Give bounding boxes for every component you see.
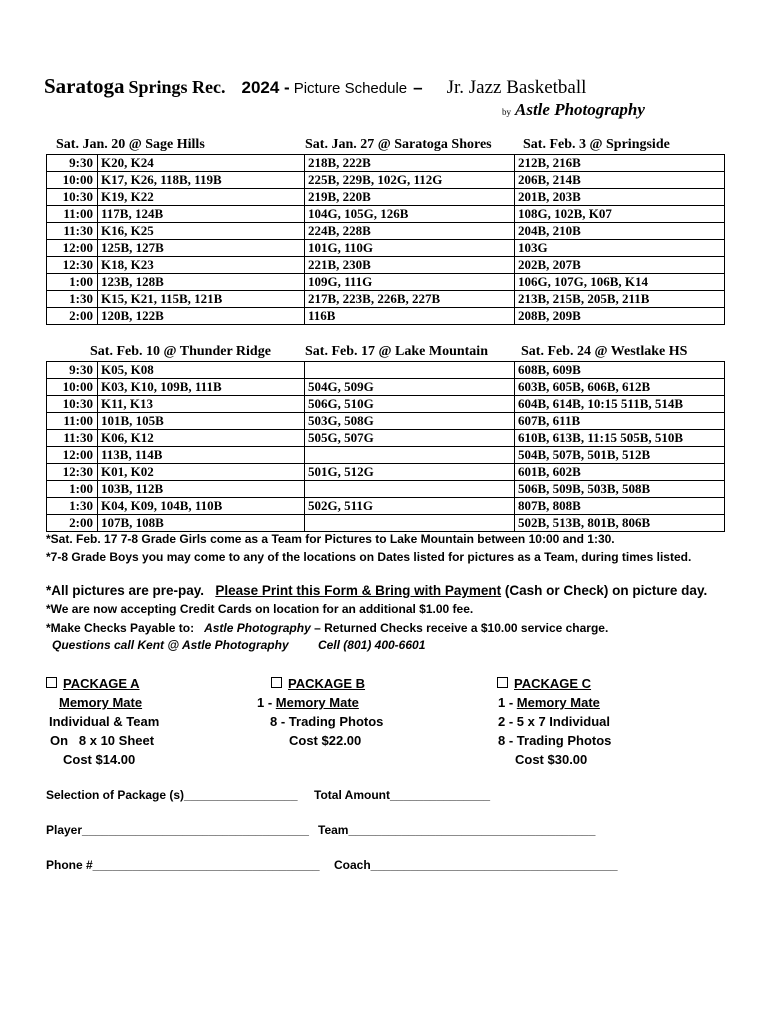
team-cell-3: 603B, 605B, 606B, 612B [515,379,725,396]
table-row [47,172,725,189]
note-boys: *7-8 Grade Boys you may come to any of the locations on Dates listed for pictures as a Team, during times listed. [46,550,692,564]
team-cell-3: 504B, 507B, 501B, 512B [515,447,725,464]
table-row [47,396,725,413]
schedule-1-header-3: Sat. Feb. 3 @ Springside [523,137,670,152]
table-row [47,464,725,481]
title-program: Jr. Jazz Basketball [446,77,587,98]
title-schedule: Picture Schedule [293,80,408,97]
time-cell: 10:30 [47,396,98,413]
table-row [47,189,725,206]
cash-check-text: (Cash or Check) on picture day. [504,583,708,598]
title-year: 2024 - [241,78,290,97]
questions-text: Questions call Kent @ Astle Photography [52,638,289,652]
package-c-line2: 2 - 5 x 7 Individual [498,714,610,729]
team-cell-1: K06, K12 [98,430,305,447]
team-cell-1: 123B, 128B [98,274,305,291]
team-cell-2 [305,515,515,532]
team-cell-2: 504G, 509G [305,379,515,396]
table-row [47,308,725,325]
player-row [46,823,596,837]
time-cell: 11:30 [47,430,98,447]
schedule-1-header-1: Sat. Jan. 20 @ Sage Hills [56,137,205,152]
time-cell: 1:00 [47,481,98,498]
package-b-line3: Cost $22.00 [289,733,362,748]
team-cell-1: K03, K10, 109B, 111B [98,379,305,396]
team-cell-2: 506G, 510G [305,396,515,413]
schedule-table-2 [46,344,725,532]
team-cell-2: 224B, 228B [305,223,515,240]
team-cell-3: 807B, 808B [515,498,725,515]
time-cell: 2:00 [47,308,98,325]
team-cell-1: K11, K13 [98,396,305,413]
package-c-title: PACKAGE C [514,676,592,691]
package-c-line1-qty: 1 - [498,695,517,710]
package-c[interactable] [497,674,611,769]
table-row [47,257,725,274]
package-c-line1: Memory Mate [516,695,600,710]
selection-row [46,788,491,802]
org-name-saratoga: Saratoga [44,74,125,98]
team-cell-1: 120B, 122B [98,308,305,325]
by-label: by [502,107,511,117]
phone-field[interactable]: Phone #__________________________________ [46,858,320,872]
package-b-title: PACKAGE B [288,676,366,691]
time-cell: 12:30 [47,464,98,481]
team-cell-1: 113B, 114B [98,447,305,464]
team-cell-1: 107B, 108B [98,515,305,532]
time-cell: 10:30 [47,189,98,206]
package-c-checkbox[interactable] [497,677,508,688]
table-row [47,274,725,291]
team-cell-2: 217B, 223B, 226B, 227B [305,291,515,308]
time-cell: 1:30 [47,498,98,515]
schedule-2-header-1: Sat. Feb. 10 @ Thunder Ridge [90,344,271,359]
team-cell-2: 503G, 508G [305,413,515,430]
team-cell-2: 502G, 511G [305,498,515,515]
schedule-1-grid [46,154,725,325]
team-cell-1: 103B, 112B [98,481,305,498]
page-title [44,74,586,99]
team-cell-2: 225B, 229B, 102G, 112G [305,172,515,189]
player-field[interactable]: Player__________________________________ [46,823,309,837]
schedule-2-header-2: Sat. Feb. 17 @ Lake Mountain [305,344,488,359]
print-form-text: Please Print this Form & Bring with Payment [215,583,502,598]
package-b-line1-qty: 1 - [257,695,276,710]
table-row [47,447,725,464]
table-row [47,498,725,515]
prepay-text: *All pictures are pre-pay. [46,583,205,598]
table-row [47,379,725,396]
team-cell-3: 604B, 614B, 10:15 511B, 514B [515,396,725,413]
team-cell-2 [305,447,515,464]
table-row [47,206,725,223]
package-c-line3: 8 - Trading Photos [498,733,612,748]
schedule-2-headers [46,344,725,361]
time-cell: 9:30 [47,155,98,172]
team-cell-3: 213B, 215B, 205B, 211B [515,291,725,308]
time-cell: 10:00 [47,379,98,396]
photographer-name: Astle Photography [515,100,645,119]
team-field[interactable]: Team_____________________________________ [318,823,596,837]
team-cell-3: 208B, 209B [515,308,725,325]
package-b[interactable] [257,674,384,750]
package-b-checkbox[interactable] [271,677,282,688]
time-cell: 1:00 [47,274,98,291]
team-cell-1: K16, K25 [98,223,305,240]
checks-payee: Astle Photography [204,621,311,635]
team-cell-3: 201B, 203B [515,189,725,206]
team-cell-2 [305,481,515,498]
schedule-table-1 [46,137,725,325]
team-cell-1: 125B, 127B [98,240,305,257]
team-cell-3: 206B, 214B [515,172,725,189]
team-cell-2: 221B, 230B [305,257,515,274]
schedule-2-header-3: Sat. Feb. 24 @ Westlake HS [521,344,688,359]
credit-card-line: *We are now accepting Credit Cards on location for an additional $1.00 fee. [46,602,474,616]
table-row [47,291,725,308]
team-cell-1: K15, K21, 115B, 121B [98,291,305,308]
time-cell: 1:30 [47,291,98,308]
team-cell-2: 116B [305,308,515,325]
team-cell-3: 103G [515,240,725,257]
time-cell: 11:30 [47,223,98,240]
team-cell-2: 101G, 110G [305,240,515,257]
team-cell-1: 117B, 124B [98,206,305,223]
team-cell-3: 607B, 611B [515,413,725,430]
package-a-line2: Individual & Team [49,714,160,729]
package-a-line1: Memory Mate [59,695,143,710]
time-cell: 10:00 [47,172,98,189]
team-cell-3: 204B, 210B [515,223,725,240]
org-name-dot: . [221,77,226,97]
cell-phone-text: Cell (801) 400-6601 [317,638,426,652]
table-row [47,362,725,379]
package-a-line3: On 8 x 10 Sheet [50,733,155,748]
team-cell-3: 108G, 102B, K07 [515,206,725,223]
notes [46,530,691,566]
prepay-line [46,583,707,598]
team-cell-1: 101B, 105B [98,413,305,430]
team-cell-2: 219B, 220B [305,189,515,206]
time-cell: 2:00 [47,515,98,532]
team-cell-2: 218B, 222B [305,155,515,172]
table-row [47,515,725,532]
package-b-line2: 8 - Trading Photos [270,714,384,729]
package-a[interactable] [46,674,159,769]
package-b-line1: Memory Mate [275,695,359,710]
table-row [47,481,725,498]
team-cell-2: 501G, 512G [305,464,515,481]
coach-field[interactable]: Coach_____________________________________ [334,858,618,872]
team-cell-3: 608B, 609B [515,362,725,379]
table-row [47,430,725,447]
team-cell-3: 610B, 613B, 11:15 505B, 510B [515,430,725,447]
team-cell-3: 202B, 207B [515,257,725,274]
team-cell-3: 601B, 602B [515,464,725,481]
team-cell-1: K19, K22 [98,189,305,206]
phone-row [46,858,618,872]
team-cell-1: K05, K08 [98,362,305,379]
checks-line [46,621,608,635]
team-cell-2: 104G, 105G, 126B [305,206,515,223]
team-cell-3: 506B, 509B, 503B, 508B [515,481,725,498]
package-a-title: PACKAGE A [63,676,140,691]
team-cell-1: K17, K26, 118B, 119B [98,172,305,189]
team-cell-1: K01, K02 [98,464,305,481]
package-a-line4: Cost $14.00 [63,752,136,767]
time-cell: 12:00 [47,240,98,257]
schedule-1-header-2: Sat. Jan. 27 @ Saratoga Shores [305,137,492,152]
table-row [47,413,725,430]
package-a-checkbox[interactable] [46,677,57,688]
note-girls: *Sat. Feb. 17 7-8 Grade Girls come as a Team for Pictures to Lake Mountain between 10:00 and 1:30. [46,532,615,546]
team-cell-3: 212B, 216B [515,155,725,172]
checks-returned-text: – Returned Checks receive a $10.00 service charge. [314,621,609,635]
package-c-line4: Cost $30.00 [515,752,588,767]
time-cell: 11:00 [47,413,98,430]
team-cell-3: 502B, 513B, 801B, 806B [515,515,725,532]
time-cell: 9:30 [47,362,98,379]
total-amount-field[interactable]: Total Amount_______________ [314,788,491,802]
team-cell-2: 109G, 111G [305,274,515,291]
org-name-springs-rec: Springs Rec [128,77,222,97]
team-cell-3: 106G, 107G, 106B, K14 [515,274,725,291]
time-cell: 11:00 [47,206,98,223]
schedule-1-headers [46,137,725,154]
time-cell: 12:00 [47,447,98,464]
team-cell-1: K20, K24 [98,155,305,172]
checks-payable-label: *Make Checks Payable to: [46,621,195,635]
selection-package-field[interactable]: Selection of Package (s)_________________ [46,788,298,802]
team-cell-1: K04, K09, 104B, 110B [98,498,305,515]
table-row [47,223,725,240]
table-row [47,240,725,257]
questions-line [52,638,425,652]
team-cell-1: K18, K23 [98,257,305,274]
photographer-credit [502,100,645,120]
table-row [47,155,725,172]
team-cell-2: 505G, 507G [305,430,515,447]
time-cell: 12:30 [47,257,98,274]
team-cell-2 [305,362,515,379]
title-dash: – [413,78,423,97]
schedule-2-grid [46,361,725,532]
